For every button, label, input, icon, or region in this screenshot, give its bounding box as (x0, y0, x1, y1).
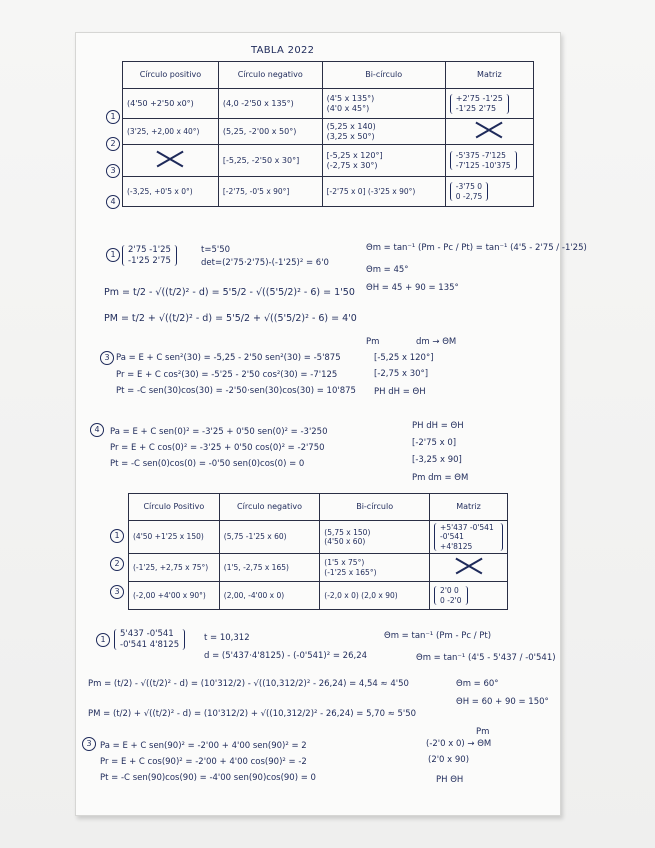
work-line: (-2'0 x 0) → ΘM (426, 739, 492, 749)
cell-matrix-crossed (430, 554, 508, 582)
work-line: [-3,25 x 90] (412, 455, 462, 465)
work-line: Pm = t/2 - √((t/2)² - d) = 5'5/2 - √((5'5/2)² - 6) = 1'50 (104, 287, 355, 298)
notebook-page (75, 32, 587, 816)
work-line: Pa = E + C sen(90)² = -2'00 + 4'00 sen(90)² = 2 (100, 741, 307, 751)
work-line: Θm = tan⁻¹ (Pm - Pc / Pt) = tan⁻¹ (4'5 - 2'75 / -1'25) (366, 243, 587, 253)
table-header: Matriz (430, 494, 508, 521)
work-line: dm → ΘM (416, 337, 457, 347)
matrix-bracket: +5'437 -0'541 -0'541 +4'8125 (434, 523, 503, 551)
table-header: Matriz (445, 62, 533, 89)
work-line: ΘH = 60 + 90 = 150° (456, 697, 549, 707)
cell-negative: [-5,25, -2'50 x 30°] (218, 145, 322, 177)
work-matrix: 5'437 -0'541 -0'541 4'8125 (114, 629, 185, 650)
table-row (129, 582, 508, 610)
table-row (129, 521, 508, 554)
work-line: Pm (476, 727, 490, 737)
table-header: Círculo negativo (219, 494, 320, 521)
work-line: PH dH = ΘH (412, 421, 464, 431)
cross-out-mark (476, 121, 502, 139)
cell-positive: (-3,25, +0'5 x 0°) (123, 177, 219, 207)
work-line: Pm = (t/2) - √((t/2)² - d) = (10'312/2) - √((10,312/2)² - 26,24) = 4,54 ≈ 4'50 (88, 679, 409, 689)
cell-bicircle: (1'5 x 75°) (-1'25 x 165°) (320, 554, 430, 582)
section-number: 1 (106, 248, 120, 262)
row-number: 1 (110, 529, 124, 543)
cross-out-mark (157, 150, 183, 168)
cell-positive: (-2,00 +4'00 x 90°) (129, 582, 220, 610)
work-line: Θm = tan⁻¹ (Pm - Pc / Pt) (384, 631, 492, 641)
cross-out-mark (456, 557, 482, 575)
cell-bicircle: [-5,25 x 120°] (-2,75 x 30°) (322, 145, 445, 177)
work-line: Pa = E + C sen²(30) = -5,25 - 2'50 sen²(30) = -5'875 (116, 353, 341, 363)
work-line: PM = (t/2) + √((t/2)² - d) = (10'312/2) + √((10,312/2)² - 26,24) = 5,70 ≈ 5'50 (88, 709, 417, 719)
work-matrix: 2'75 -1'25 -1'25 2'75 (122, 245, 177, 266)
work-line: Pt = -C sen(30)cos(30) = -2'50·sen(30)cos(30) = 10'875 (116, 386, 356, 396)
work-line: Pm (366, 337, 380, 347)
cell-matrix (445, 145, 533, 177)
cell-bicircle: (4'5 x 135°) (4'0 x 45°) (322, 89, 445, 119)
work-line: Pm dm = ΘM (412, 473, 469, 483)
work-line: t=5'50 (201, 245, 231, 255)
cell-positive: (4'50 +2'50 x0°) (123, 89, 219, 119)
cell-bicircle: (5,75 x 150) (4'50 x 60) (320, 521, 430, 554)
cell-matrix (430, 521, 508, 554)
row-number: 3 (110, 585, 124, 599)
work-line: d = (5'437·4'8125) - (-0'541)² = 26,24 (204, 651, 368, 661)
work-line: Θm = 60° (456, 679, 499, 689)
table-header: Círculo positivo (123, 62, 219, 89)
row-number: 2 (106, 137, 120, 151)
table-row (123, 177, 534, 207)
work-line: Pt = -C sen(90)cos(90) = -4'00 sen(90)cos(90) = 0 (100, 773, 316, 783)
cell-negative: [-2'75, -0'5 x 90°] (218, 177, 322, 207)
work-line: Pa = E + C sen(0)² = -3'25 + 0'50 sen(0)² = -3'250 (110, 427, 328, 437)
table-header: Bi-círculo (320, 494, 430, 521)
table-header: Círculo negativo (218, 62, 322, 89)
row-number: 3 (106, 164, 120, 178)
cell-bicircle: (5,25 x 140) (3,25 x 50°) (322, 119, 445, 145)
matrix-bracket: -5'375 -7'125 -7'125 -10'375 (450, 151, 517, 170)
row-number: 1 (106, 110, 120, 124)
work-line: PH ΘH (436, 775, 464, 785)
table-row (123, 119, 534, 145)
work-line: Θm = 45° (366, 265, 409, 275)
work-line: [-2,75 x 30°] (374, 369, 429, 379)
summary-table-2 (128, 493, 508, 610)
table-row (123, 145, 534, 177)
section-number: 3 (82, 737, 96, 751)
work-line: Pt = -C sen(0)cos(0) = -0'50 sen(0)cos(0) = 0 (110, 459, 305, 469)
section-number: 3 (100, 351, 114, 365)
cell-bicircle: (-2,0 x 0) (2,0 x 90) (320, 582, 430, 610)
work-line: det=(2'75·2'75)-(-1'25)² = 6'0 (201, 258, 329, 268)
cell-matrix (445, 89, 533, 119)
cell-negative: (1'5, -2,75 x 165) (219, 554, 320, 582)
cell-matrix (430, 582, 508, 610)
work-line: Θm = tan⁻¹ (4'5 - 5'437 / -0'541) (416, 653, 556, 663)
matrix-bracket: 2'0 0 0 -2'0 (434, 586, 467, 605)
cell-negative: (2,00, -4'00 x 0) (219, 582, 320, 610)
cell-negative: (4,0 -2'50 x 135°) (218, 89, 322, 119)
work-line: PH dH = ΘH (374, 387, 426, 397)
work-line: Pr = E + C cos(0)² = -3'25 + 0'50 cos(0)² = -2'750 (110, 443, 325, 453)
section-number: 4 (90, 423, 104, 437)
work-line: t = 10,312 (204, 633, 250, 643)
cell-negative: (5,25, -2'00 x 50°) (218, 119, 322, 145)
matrix-bracket: -3'75 0 0 -2,75 (450, 182, 489, 201)
section-number: 1 (96, 633, 110, 647)
table-header: Círculo Positivo (129, 494, 220, 521)
matrix-bracket: +2'75 -1'25 -1'25 2'75 (450, 94, 509, 114)
cell-matrix (445, 177, 533, 207)
work-line: Pr = E + C cos²(30) = -5'25 - 2'50 cos²(30) = -7'125 (116, 370, 338, 380)
work-line: (2'0 x 90) (428, 755, 470, 765)
cell-matrix-crossed (445, 119, 533, 145)
cell-positive: (4'50 +1'25 x 150) (129, 521, 220, 554)
table-row (129, 554, 508, 582)
cell-positive-crossed (123, 145, 219, 177)
table-header: Bi-círculo (322, 62, 445, 89)
work-line: Pr = E + C cos(90)² = -2'00 + 4'00 cos(90)² = -2 (100, 757, 307, 767)
work-line: [-2'75 x 0] (412, 438, 457, 448)
page-title: TABLA 2022 (251, 45, 315, 56)
row-number: 4 (106, 195, 120, 209)
table-row (123, 89, 534, 119)
work-line: PM = t/2 + √((t/2)² - d) = 5'5/2 + √((5'5/2)² - 6) = 4'0 (104, 313, 357, 324)
cell-positive: (-1'25, +2,75 x 75°) (129, 554, 220, 582)
work-line: ΘH = 45 + 90 = 135° (366, 283, 459, 293)
work-line: [-5,25 x 120°] (374, 353, 434, 363)
cell-positive: (3'25, +2,00 x 40°) (123, 119, 219, 145)
cell-negative: (5,75 -1'25 x 60) (219, 521, 320, 554)
row-number: 2 (110, 557, 124, 571)
summary-table-1 (122, 61, 534, 207)
cell-bicircle: [-2'75 x 0] (-3'25 x 90°) (322, 177, 445, 207)
